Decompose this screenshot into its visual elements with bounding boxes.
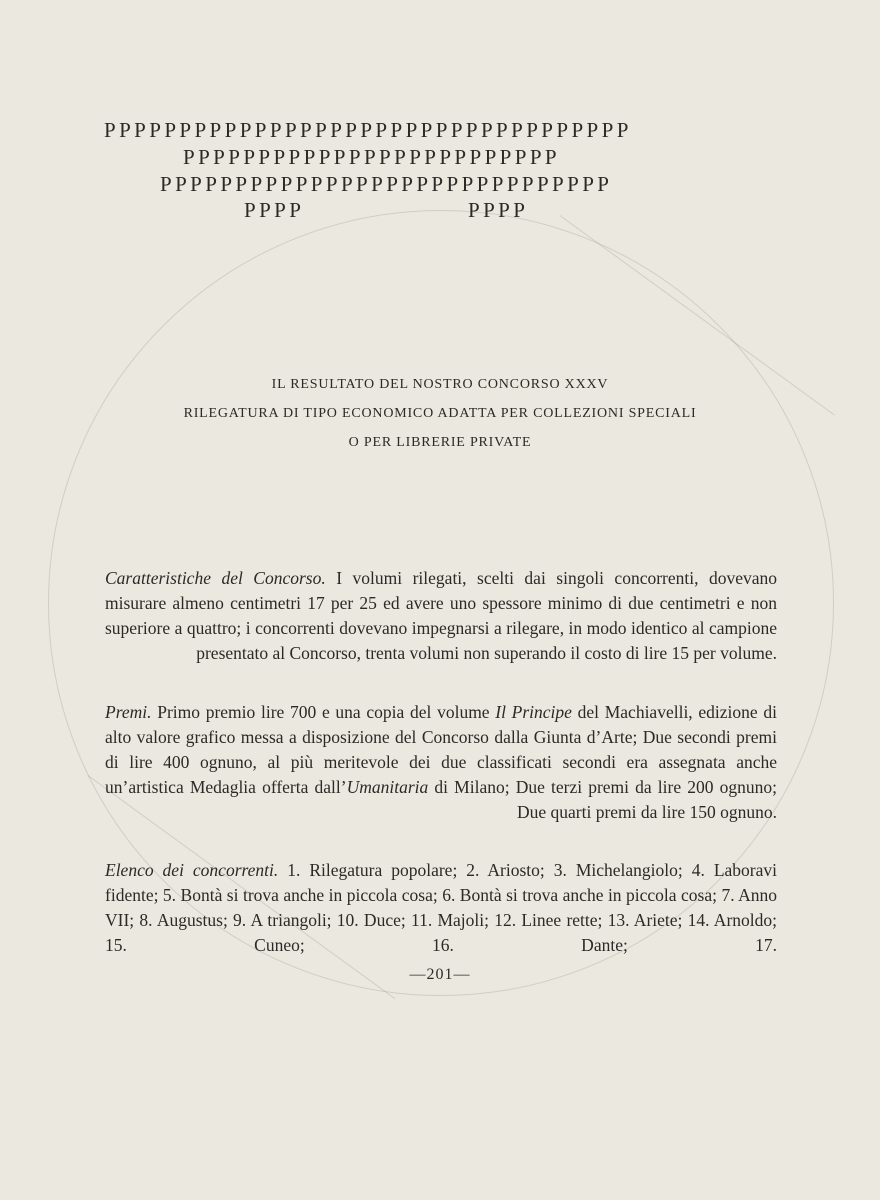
heading-line: O PER LIBRERIE PRIVATE: [348, 435, 532, 450]
article-heading: [0, 370, 880, 457]
paragraph-text: 1. Rilegatura popolare; 2. Ariosto; 3. Michelangiolo; 4. Laboravi fidente; 5. Bontà si trova anche in piccola cosa; 6. Bontà si trova anche in piccola cosa; 7. Anno VII; 8. Augustus; 9. A triangoli; 10. Duce; 11. Majoli; 12. Linee rette; 13. Ariete; 14. Arnoldo; 15. Cuneo; 16. Dante; 17.: [105, 860, 777, 955]
book-title: Il Principe: [495, 702, 572, 722]
ornament-row: PPPPPPPPPPPPPPPPPPPPPPPPP: [183, 145, 560, 169]
ornament-row: PPPPPPPPPPPPPPPPPPPPPPPPPPPPPP: [160, 172, 613, 196]
ornament-row: PPPP: [244, 198, 305, 222]
page-number: —201—: [409, 966, 471, 983]
ornament-row: PPPP: [468, 198, 529, 222]
paragraph-text: di Milano; Due terzi premi da lire 200 ognuno; Due quarti premi da lire 150 ognuno.: [428, 777, 778, 822]
paragraph-lead: Caratteristiche del Concorso.: [105, 568, 326, 588]
paragraph-text: Primo premio lire 700 e una copia del volume: [151, 702, 496, 722]
paragraph-lead: Premi.: [105, 702, 152, 722]
heading-line: RILEGATURA DI TIPO ECONOMICO ADATTA PER COLLEZIONI SPECIALI: [183, 406, 697, 421]
ornament-row: PPPPPPPPPPPPPPPPPPPPPPPPPPPPPPPPPPP: [104, 118, 632, 142]
paragraph-characteristics: [105, 566, 777, 666]
paragraph-prizes: [105, 700, 777, 825]
heading-line: IL RESULTATO DEL NOSTRO CONCORSO XXXV: [271, 377, 609, 392]
paragraph-lead: Elenco dei concorrenti.: [105, 860, 279, 880]
paragraph-text: del Machiavelli, edizione di alto valore grafico messa a disposizione del Concorso dalla Giunta d’Arte; Due secondi premi di lire 400 ognuno, al più meritevole dei due classificati secondi era assegnata anche un’artistica Medaglia offerta dall’: [105, 702, 777, 797]
paragraph-competitors: [105, 858, 777, 958]
paragraph-text: I volumi rilegati, scelti dai singoli concorrenti, dovevano misurare almeno centimetri 17 per 25 ed avere uno spessore minimo di due centimetri e non superiore a quattro; i concorrenti dovevano impegnarsi a rilegare, in modo identico al campione presentato al Concorso, trenta volumi non superando il costo di lire 15 per volume.: [105, 568, 777, 663]
organization-name: Umanitaria: [346, 777, 429, 797]
